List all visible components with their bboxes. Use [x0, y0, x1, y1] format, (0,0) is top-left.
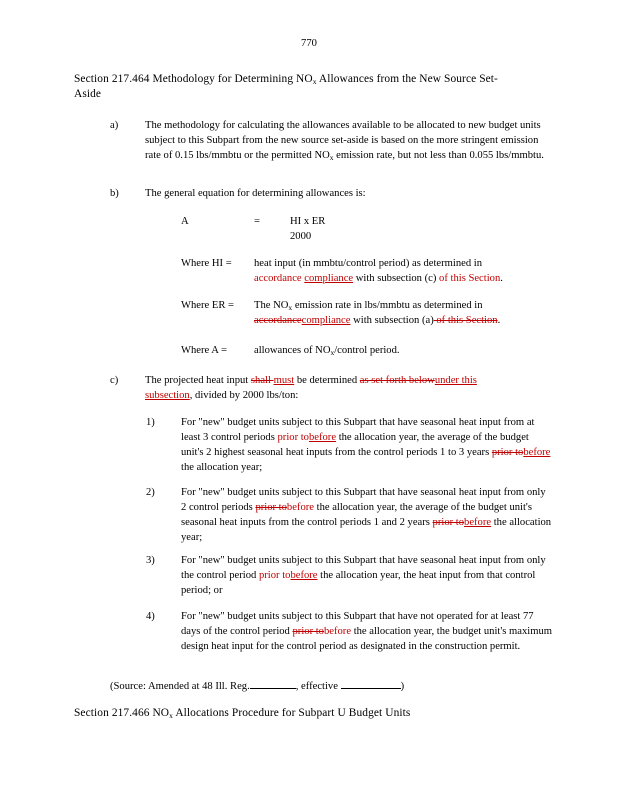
para-c-label: c): [110, 375, 119, 386]
item-1-label: 1): [146, 417, 155, 428]
item-3-text: For "new" budget units subject to this Subpart that have seasonal heat input from only the control period prior tobefore the allocation year, the heat input from that control period; or: [181, 555, 546, 596]
where-hi-label: Where HI =: [181, 258, 232, 269]
para-b-label: b): [110, 188, 119, 199]
item-1-text: For "new" budget units subject to this Subpart that have seasonal heat input from at least 3 control periods prior tobefore the allocation year, the average of the budget unit's 2 highest seasonal heat inputs from the control periods 1 to 3 years prior tobefore the allocation year;: [181, 417, 551, 473]
para-a-text: The methodology for calculating the allowances available to be allocated to new budget units subject to this Subpart from the new source set-aside is based on the more stringent emission rate of 0.15 lbs/mmbtu or the permitted $NO_x$ emission rate, but not less than 0.055 lbs/mmbtu.: [145, 120, 544, 162]
section-464-heading: Section 217.464 Methodology for Determining $NO_x$ Allowances from the New Source Set- Aside: [74, 73, 498, 100]
where-a-label: Where A =: [181, 345, 227, 356]
section-466-heading: Section 217.466 $NO_x$ Allocations Procedure for Subpart U Budget Units: [74, 707, 411, 720]
item-4-text: For "new" budget units subject to this Subpart that have not operated for at least 77 days of the control period prior tobefore the allocation year, the budget unit's maximum design heat input for the control period as designated in the construction permit.: [181, 611, 552, 652]
equation-equals: =: [254, 216, 260, 227]
item-4-label: 4): [146, 611, 155, 622]
item-3-label: 3): [146, 555, 155, 566]
page-number: 770: [301, 38, 317, 49]
where-er-text: The $NO_x$ emission rate in lbs/mmbtu as determined in accordancecompliance with subsection (a) of this Section.: [254, 300, 501, 326]
where-hi-text: heat input (in mmbtu/control period) as determined in accordance compliance with subsection (c) of this Section.: [254, 258, 503, 284]
item-2-label: 2): [146, 487, 155, 498]
where-a-text: allowances of $NO_x$/control period.: [254, 345, 400, 357]
equation-lhs: A: [181, 216, 189, 227]
where-er-label: Where ER =: [181, 300, 235, 311]
para-b-text: The general equation for determining allowances is:: [145, 188, 366, 199]
source-note: (Source: Amended at 48 Ill. Reg. , effective ): [110, 678, 530, 694]
item-2-text: For "new" budget units subject to this Subpart that have seasonal heat input from only 2 control periods prior tobefore the allocation year, the average of the budget unit's seasonal heat inputs from the control periods 1 and 2 years prior tobefore the allocation year;: [181, 487, 552, 543]
para-c-text: The projected heat input shall must be determined as set forth belowunder this subsection, divided by 2000 lbs/ton:: [145, 375, 477, 401]
equation-numerator: HI x ER: [290, 216, 326, 227]
para-a-label: a): [110, 120, 119, 131]
equation-denominator: 2000: [290, 231, 312, 242]
